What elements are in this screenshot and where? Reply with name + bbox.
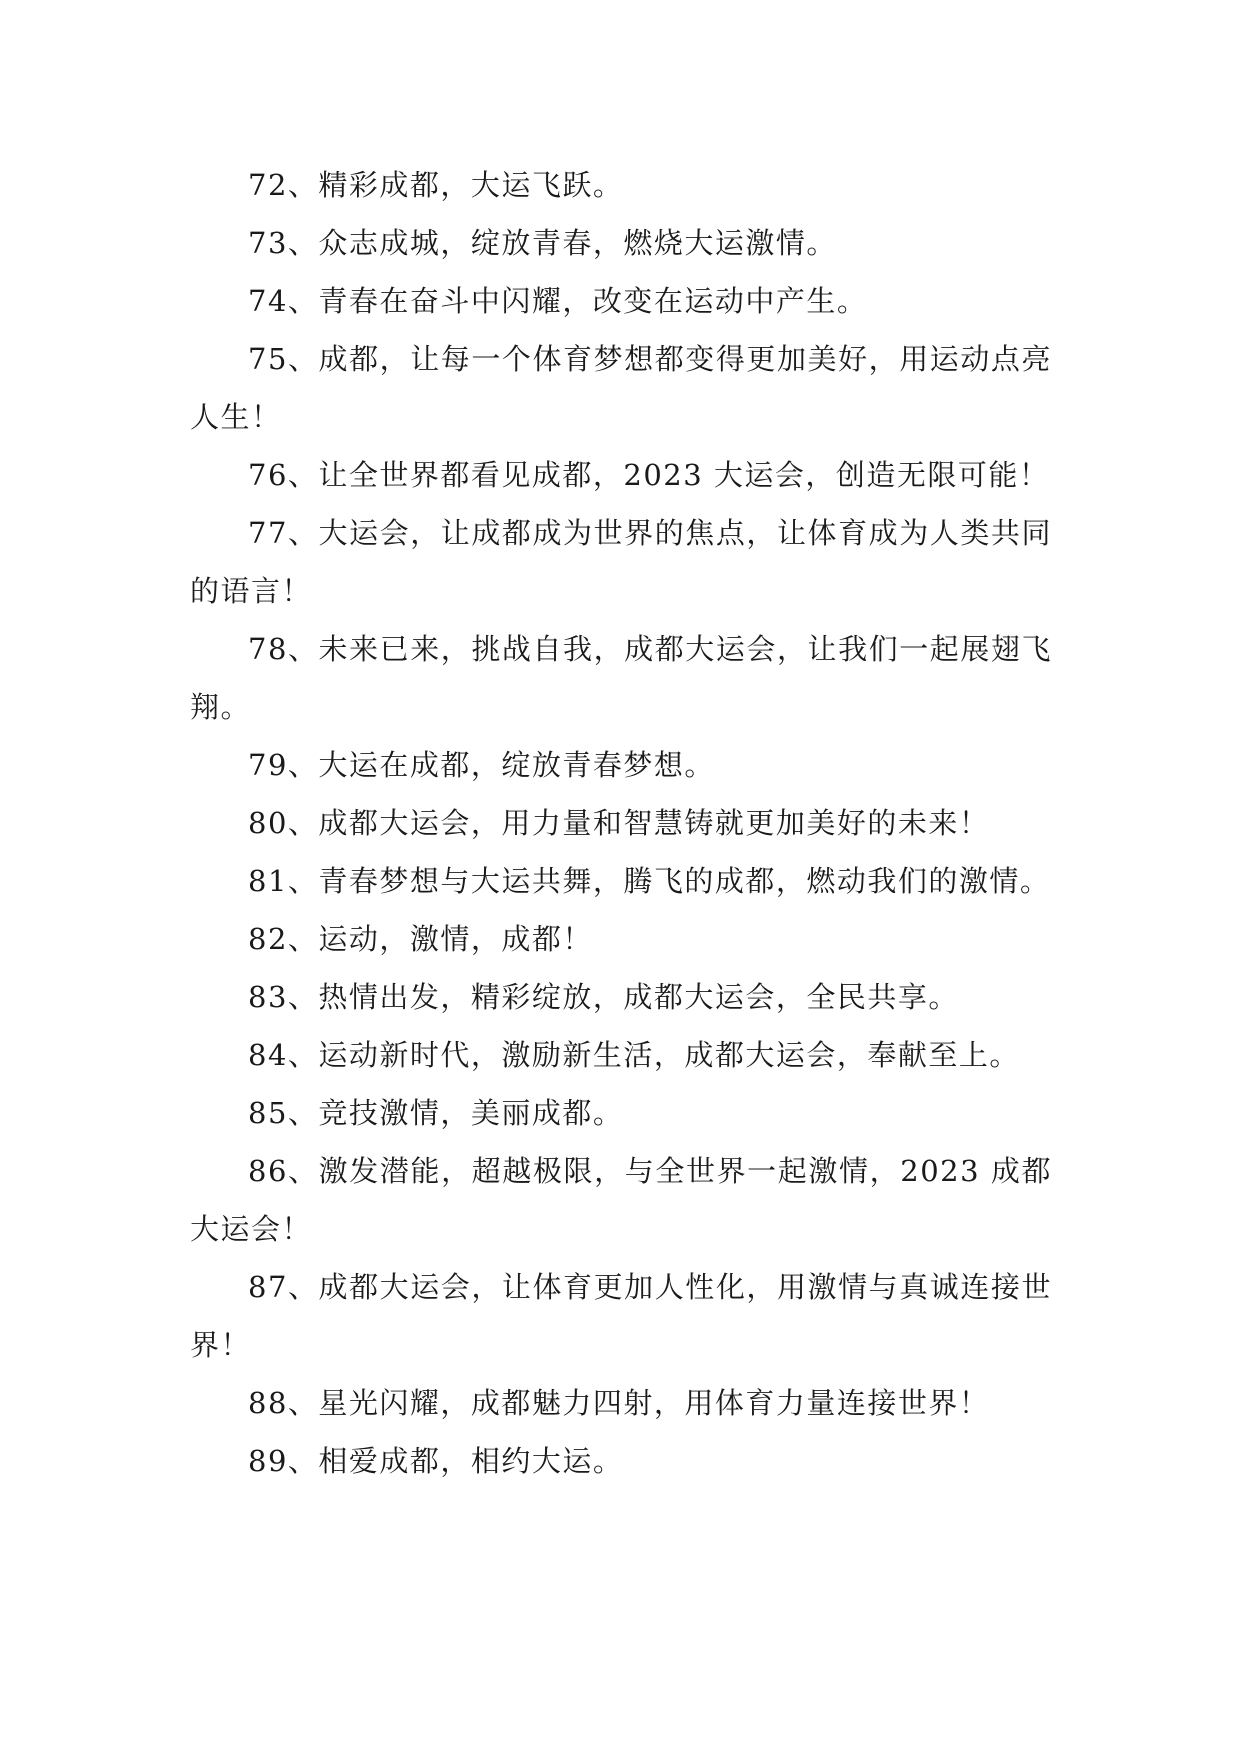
paragraph-83: 83、热情出发，精彩绽放，成都大运会，全民共享。: [248, 980, 959, 1014]
paragraph-74: 74、青春在奋斗中闪耀，改变在运动中产生。: [248, 284, 868, 318]
paragraph-88: 88、星光闪耀，成都魅力四射，用体育力量连接世界！: [248, 1386, 990, 1420]
paragraph-72: 72、精彩成都，大运飞跃。: [248, 168, 624, 202]
paragraph-81: 81、青春梦想与大运共舞，腾飞的成都，燃动我们的激情。: [248, 864, 1051, 898]
paragraph-75: 75、成都，让每一个体育梦想都变得更加美好，用运动点亮人生！: [190, 342, 1052, 434]
paragraph-76: 76、让全世界都看见成都，2023 大运会，创造无限可能！: [248, 458, 1050, 492]
paragraph-73: 73、众志成城，绽放青春，燃烧大运激情。: [248, 226, 837, 260]
paragraph-82: 82、运动，激情，成都！: [248, 922, 593, 956]
paragraph-79: 79、大运在成都，绽放青春梦想。: [248, 748, 715, 782]
paragraph-78: 78、未来已来，挑战自我，成都大运会，让我们一起展翅飞翔。: [190, 632, 1052, 724]
paragraph-89: 89、相爱成都，相约大运。: [248, 1444, 624, 1478]
paragraph-80: 80、成都大运会，用力量和智慧铸就更加美好的未来！: [248, 806, 990, 840]
paragraph-77: 77、大运会，让成都成为世界的焦点，让体育成为人类共同的语言！: [190, 516, 1052, 608]
document-body: [190, 156, 1052, 1490]
paragraph-85: 85、竞技激情，美丽成都。: [248, 1096, 624, 1130]
paragraph-84: 84、运动新时代，激励新生活，成都大运会，奉献至上。: [248, 1038, 1020, 1072]
paragraph-86: 86、激发潜能，超越极限，与全世界一起激情，2023 成都大运会！: [190, 1154, 1052, 1246]
paragraph-87: 87、成都大运会，让体育更加人性化，用激情与真诚连接世界！: [190, 1270, 1052, 1362]
